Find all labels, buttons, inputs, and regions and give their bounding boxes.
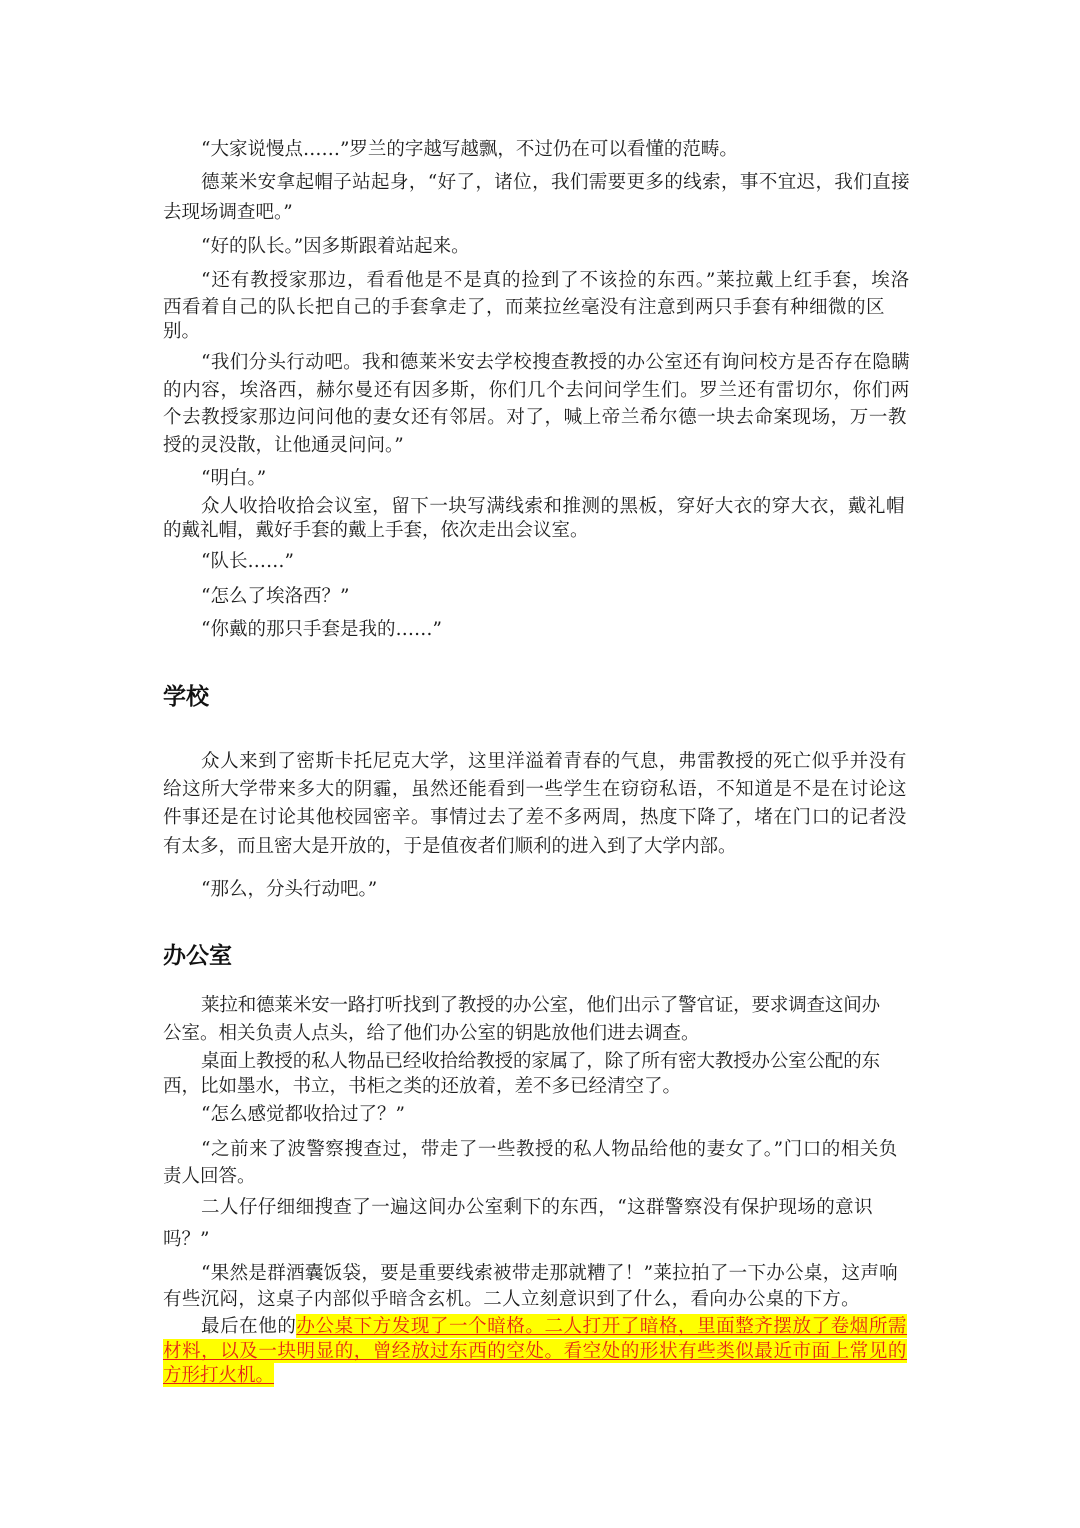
paragraph-line: 件事还是在讨论其他校园密辛。事情过去了差不多两周，热度下降了，堵在门口的记者没 (163, 807, 907, 828)
paragraph-line: 授的灵没散，让他通灵问问。” (163, 435, 404, 456)
paragraph-line: 众人来到了密斯卡托尼克大学，这里洋溢着青春的气息，弗雷教授的死亡似乎并没有 (201, 751, 907, 772)
paragraph-line: 二人仔仔细细搜查了一遍这间办公室剩下的东西，“这群警察没有保护现场的意识 (201, 1197, 873, 1218)
highlighted-text: 办公桌下方发现了一个暗格。二人打开了暗格，里面整齐摆放了卷烟所需 (296, 1316, 907, 1337)
highlighted-text: 材料，以及一块明显的，曾经放过东西的空处。看空处的形状有些类似最近市面上常见的 (163, 1341, 907, 1362)
paragraph-line: 德莱米安拿起帽子站起身，“好了，诸位，我们需要更多的线索，事不宜迟，我们直接 (201, 172, 910, 193)
paragraph-line: 责人回答。 (163, 1166, 256, 1187)
paragraph-line: 有太多，而且密大是开放的，于是值夜者们顺利的进入到了大学内部。 (163, 836, 737, 857)
paragraph-line: “我们分头行动吧。我和德莱米安去学校搜查教授的办公室还有询问校方是否存在隐瞒 (201, 352, 910, 373)
paragraph-line: 个去教授家那边问问他的妻女还有邻居。对了，喊上帝兰希尔德一块去命案现场，万一教 (163, 407, 907, 428)
paragraph-line: “怎么感觉都收拾过了？” (201, 1104, 405, 1125)
paragraph-line: “怎么了埃洛西？” (201, 586, 350, 607)
paragraph-line (163, 1340, 907, 1364)
paragraph-line: 桌面上教授的私人物品已经收拾给教授的家属了，除了所有密大教授办公室公配的东 (201, 1051, 880, 1072)
paragraph-line: 给这所大学带来多大的阴霾，虽然还能看到一些学生在窃窃私语，不知道是不是在讨论这 (163, 779, 907, 800)
paragraph-line: “大家说慢点……”罗兰的字越写越飘，不过仍在可以看懂的范畴。 (201, 139, 738, 160)
paragraph-line: 的内容，埃洛西，赫尔曼还有因多斯，你们几个去问问学生们。罗兰还有雷切尔，你们两 (163, 380, 910, 401)
section-heading: 办公室 (163, 943, 232, 969)
paragraph-line: “你戴的那只手套是我的……” (201, 619, 442, 640)
section-heading: 学校 (163, 684, 209, 710)
paragraph-line: 西，比如墨水，书立，书柜之类的还放着，差不多已经清空了。 (163, 1076, 682, 1097)
paragraph-line: 公室。相关负责人点头，给了他们办公室的钥匙放他们进去调查。 (163, 1023, 700, 1044)
paragraph-line: 吗？” (163, 1229, 210, 1250)
paragraph-line: 去现场调查吧。” (163, 202, 293, 223)
paragraph-line: 有些沉闷，这桌子内部似乎暗含玄机。二人立刻意识到了什么，看向办公桌的下方。 (163, 1289, 860, 1310)
paragraph-line: 别。 (163, 321, 201, 342)
lead-text: 最后在他的 (201, 1316, 297, 1337)
paragraph-line (201, 1315, 907, 1339)
paragraph-line: “明白。” (201, 468, 267, 489)
paragraph-line: “队长……” (201, 551, 294, 572)
paragraph-line (163, 1364, 274, 1388)
paragraph-line: “那么，分头行动吧。” (201, 879, 378, 900)
paragraph-line: 莱拉和德莱米安一路打听找到了教授的办公室，他们出示了警官证，要求调查这间办 (201, 995, 880, 1016)
paragraph-line: 众人收拾收拾会议室，留下一块写满线索和推测的黑板，穿好大衣的穿大衣，戴礼帽 (201, 496, 905, 517)
paragraph-line: 的戴礼帽，戴好手套的戴上手套，依次走出会议室。 (163, 520, 589, 541)
paragraph-line: “还有教授家那边，看看他是不是真的捡到了不该捡的东西。”莱拉戴上红手套，埃洛 (201, 270, 910, 291)
paragraph-line: “果然是群酒囊饭袋，要是重要线索被带走那就糟了！”莱拉拍了一下办公桌，这声响 (201, 1263, 898, 1284)
paragraph-line: “好的队长。”因多斯跟着站起来。 (201, 236, 470, 257)
paragraph-line: “之前来了波警察搜查过，带走了一些教授的私人物品给他的妻女了。”门口的相关负 (201, 1139, 898, 1160)
paragraph-line: 西看着自己的队长把自己的手套拿走了，而莱拉丝毫没有注意到两只手套有种细微的区 (163, 297, 885, 318)
highlighted-text: 方形打火机。 (163, 1365, 275, 1386)
